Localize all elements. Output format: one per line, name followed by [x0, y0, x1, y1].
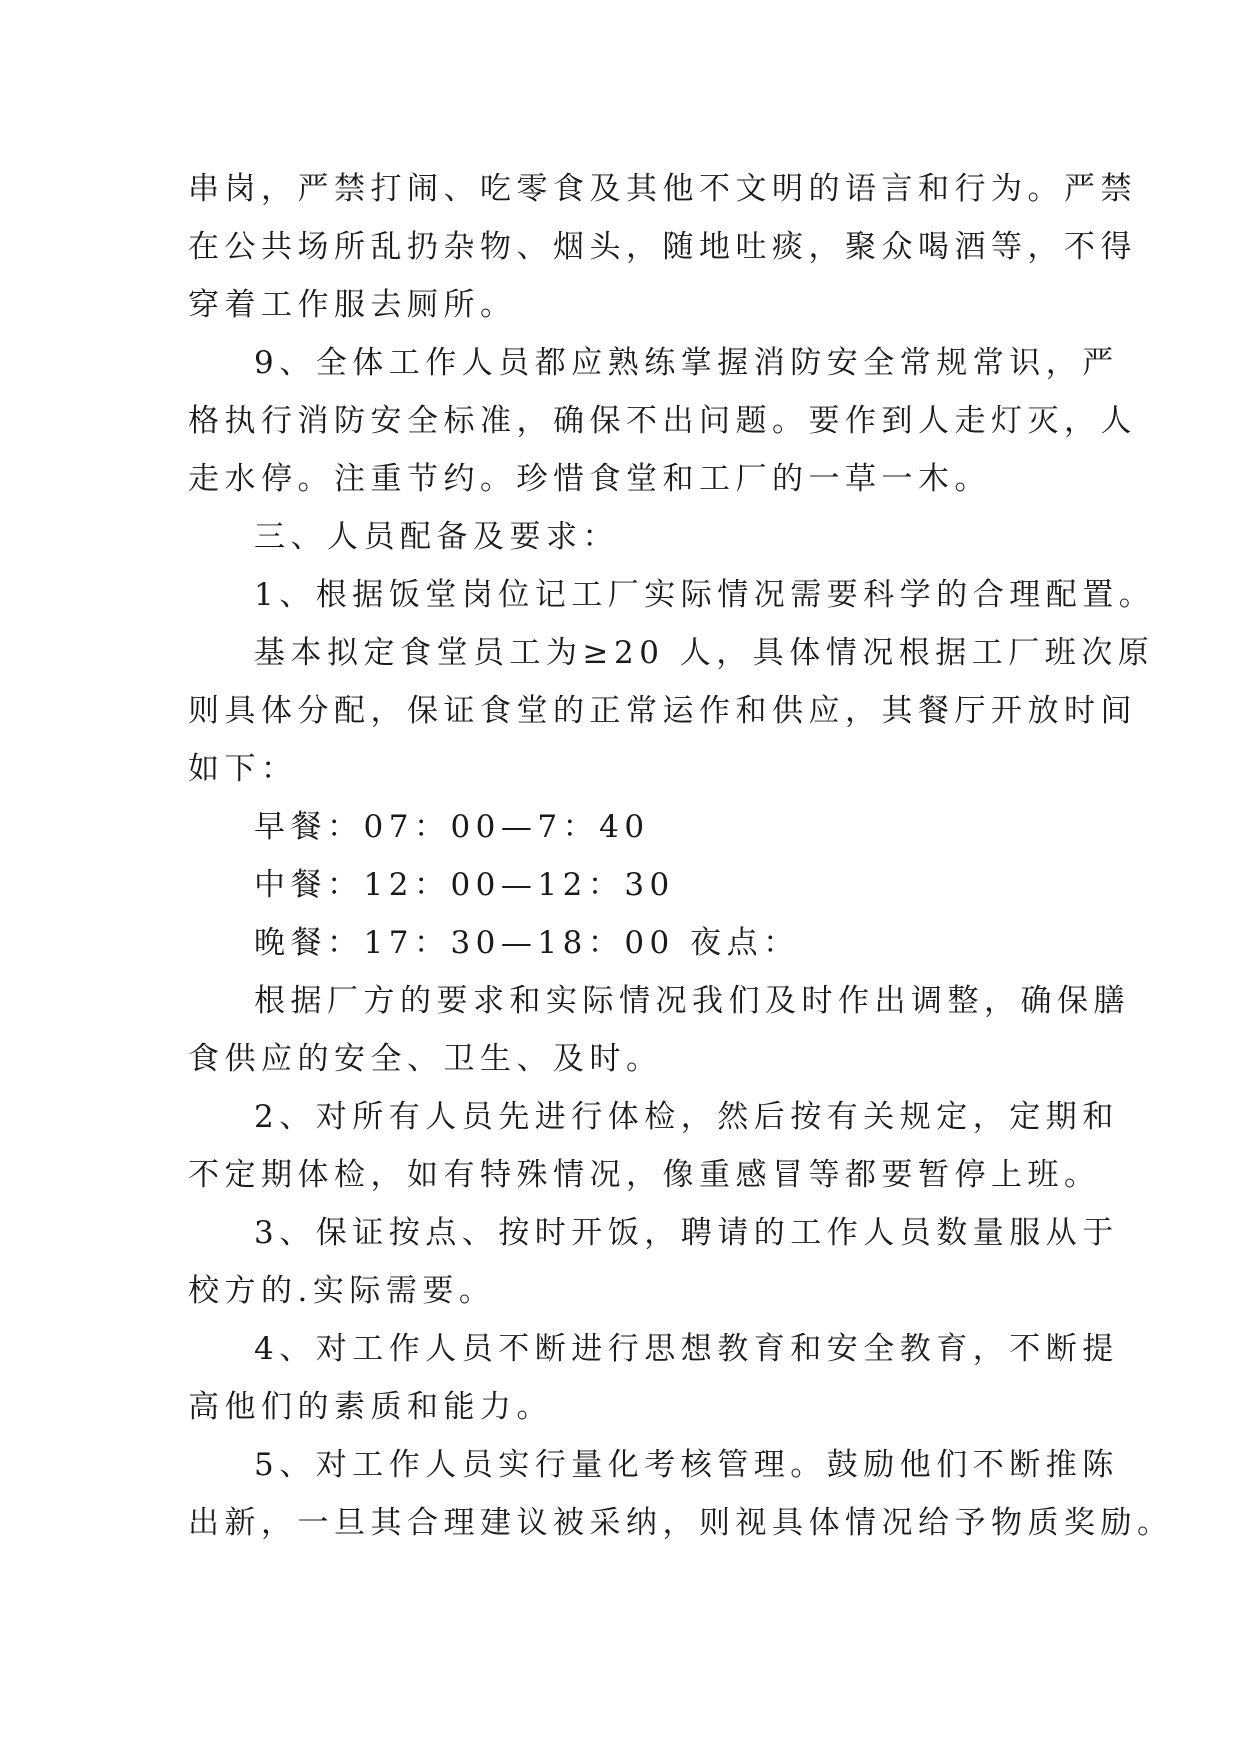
text-line: 则具体分配，保证食堂的正常运作和供应，其餐厅开放时间	[188, 693, 1137, 729]
text-line: 走水停。注重节约。珍惜食堂和工厂的一草一木。	[188, 461, 991, 497]
text-line: 3、保证按点、按时开饭，聘请的工作人员数量服从于	[254, 1215, 1119, 1251]
text-line: 高他们的素质和能力。	[188, 1389, 553, 1425]
document-body	[188, 160, 1174, 1552]
text-line: 1、根据饭堂岗位记工厂实际情况需要科学的合理配置。	[254, 577, 1156, 613]
schedule-breakfast: 早餐：07：00—7：40	[254, 809, 650, 845]
text-line: 5、对工作人员实行量化考核管理。鼓励他们不断推陈	[254, 1447, 1119, 1483]
schedule-dinner: 晚餐：17：30—18：00 夜点：	[254, 925, 800, 961]
text-line: 格执行消防安全标准，确保不出问题。要作到人走灯灭，人	[188, 403, 1137, 439]
text-line: 根据厂方的要求和实际情况我们及时作出调整，确保膳	[254, 983, 1130, 1019]
schedule-lunch: 中餐：12：00—12：30	[254, 867, 675, 903]
text-line: 在公共场所乱扔杂物、烟头，随地吐痰，聚众喝酒等，不得	[188, 229, 1137, 265]
text-line: 穿着工作服去厕所。	[188, 287, 517, 323]
text-line: 如下：	[188, 751, 298, 787]
text-line: 串岗，严禁打闹、吃零食及其他不文明的语言和行为。严禁	[188, 171, 1137, 207]
text-line: 校方的.实际需要。	[188, 1273, 496, 1309]
section-heading: 三、人员配备及要求：	[254, 519, 619, 555]
text-line: 基本拟定食堂员工为≥20 人，具体情况根据工厂班次原	[254, 635, 1155, 671]
text-line: 不定期体检，如有特殊情况，像重感冒等都要暂停上班。	[188, 1157, 1101, 1193]
text-line: 食供应的安全、卫生、及时。	[188, 1041, 663, 1077]
text-line: 4、对工作人员不断进行思想教育和安全教育，不断提	[254, 1331, 1119, 1367]
text-line: 9、全体工作人员都应熟练掌握消防安全常规常识，严	[254, 345, 1119, 381]
text-line: 2、对所有人员先进行体检，然后按有关规定，定期和	[254, 1099, 1119, 1135]
text-line: 出新，一旦其合理建议被采纳，则视具体情况给予物质奖励。	[188, 1505, 1174, 1541]
